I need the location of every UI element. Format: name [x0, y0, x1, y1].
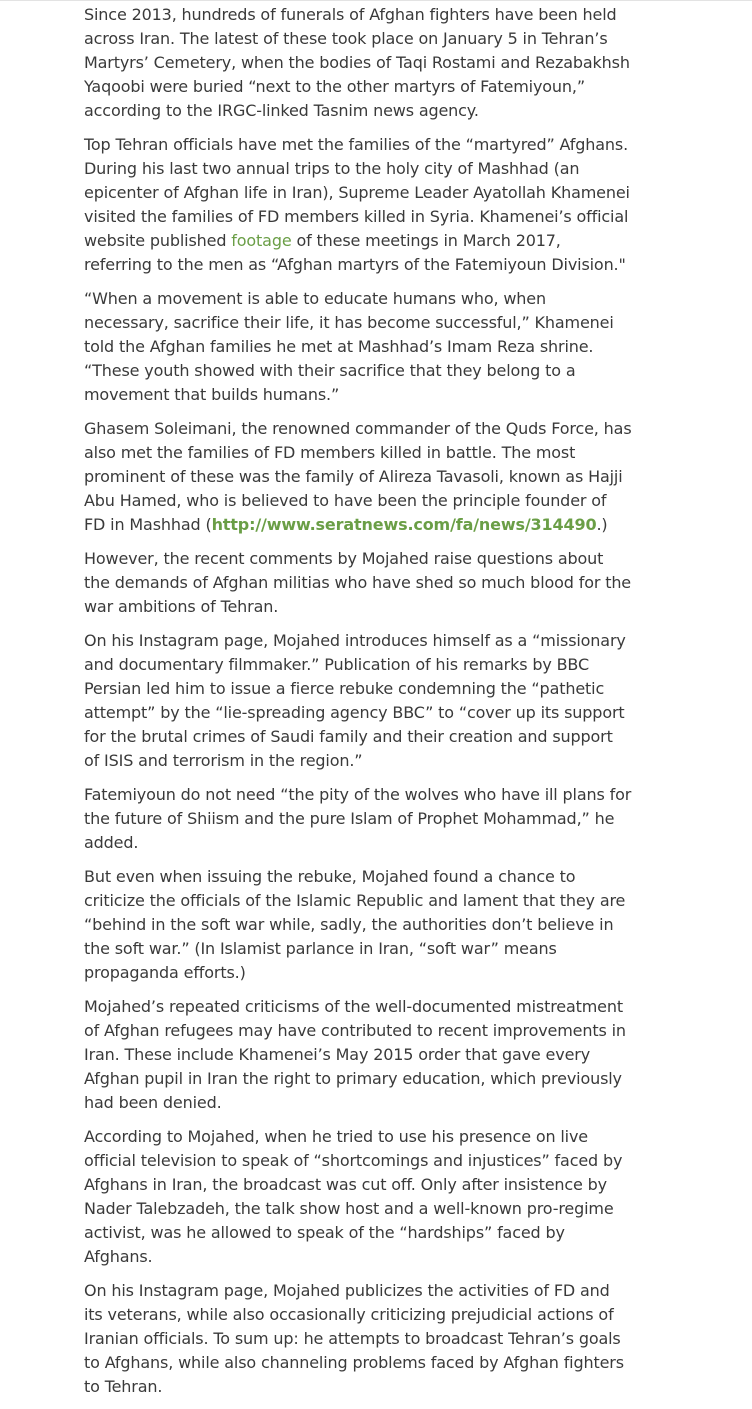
- paragraph-soft-war: But even when issuing the rebuke, Mojahed found a chance to criticize the officials of the Islamic Republic and lament that they are “behind in the soft war while, sadly, the authorities don’t believe in the soft war.” (In Islamist parlance in Iran, “soft war” means propaganda efforts.): [84, 867, 626, 982]
- paragraph-text-after-link: .): [596, 515, 608, 534]
- paragraph-khamenei-quote: “When a movement is able to educate humans who, when necessary, sacrifice their life, it has become successful,” Khamenei told the Afghan families he met at Mashhad’s Imam Reza shrine. “These youth showed with their sacrifice that they belong to a movement that builds humans.”: [84, 289, 614, 404]
- paragraph-broadcast-cut: According to Mojahed, when he tried to use his presence on live official television to speak of “shortcomings and injustices” faced by Afghans in Iran, the broadcast was cut off. Only after insistence by Nader Talebzadeh, the talk show host and a well-known pro-regime activist, was he allowed to speak of the “hardships” faced by Afghans.: [84, 1127, 623, 1266]
- paragraph-soleimani: [84, 417, 632, 537]
- paragraph-text-before-link: Top Tehran officials have met the families of the “martyred” Afghans. During his last two annual trips to the holy city of Mashhad (an epicenter of Afghan life in Iran), Supreme Leader Ayatollah Khamenei visited the families of FD members killed in Syria. Khamenei’s official website published: [84, 135, 630, 250]
- paragraph-summary: On his Instagram page, Mojahed publicizes the activities of FD and its veterans, while also occasionally criticizing prejudicial actions of Iranian officials. To sum up: he attempts to broadcast Tehran’s goals to Afghans, while also channeling problems faced by Afghan fighters to Tehran.: [84, 1281, 624, 1396]
- article-body: [84, 3, 632, 1409]
- paragraph-officials-visits: [84, 133, 632, 277]
- paragraph-instagram-rebuke: On his Instagram page, Mojahed introduces himself as a “missionary and documentary filmmaker.” Publication of his remarks by BBC Persian led him to issue a fierce rebuke condemning the “pathetic attempt” by the “lie-spreading agency BBC” to “cover up its support for the brutal crimes of Saudi family and their creation and support of ISIS and terrorism in the region.”: [84, 631, 626, 770]
- paragraph-text-before-link: Ghasem Soleimani, the renowned commander of the Quds Force, has also met the families of FD members killed in battle. The most prominent of these was the family of Alireza Tavasoli, known as Hajji Abu Hamed, who is believed to have been the principle founder of FD in Mashhad (: [84, 419, 632, 534]
- paragraph-demands: However, the recent comments by Mojahed raise questions about the demands of Afghan militias who have shed so much blood for the war ambitions of Tehran.: [84, 549, 631, 616]
- paragraph-funerals: Since 2013, hundreds of funerals of Afghan fighters have been held across Iran. The latest of these took place on January 5 in Tehran’s Martyrs’ Cemetery, when the bodies of Taqi Rostami and Rezabakhsh Yaqoobi were buried “next to the other martyrs of Fatemiyoun,” according to the IRGC-linked Tasnim news agency.: [84, 5, 630, 120]
- paragraph-text-after-link: of these meetings in March 2017, referring to the men as “Afghan martyrs of the Fatemiyoun Division.": [84, 231, 626, 274]
- paragraph-wolves-quote: Fatemiyoun do not need “the pity of the wolves who have ill plans for the future of Shiism and the pure Islam of Prophet Mohammad,” he added.: [84, 785, 632, 852]
- paragraph-refugees: Mojahed’s repeated criticisms of the well-documented mistreatment of Afghan refugees may have contributed to recent improvements in Iran. These include Khamenei’s May 2015 order that gave every Afghan pupil in Iran the right to primary education, which previously had been denied.: [84, 997, 626, 1112]
- seratnews-link[interactable]: http://www.seratnews.com/fa/news/314490: [211, 515, 597, 534]
- top-divider: [0, 0, 752, 1]
- footage-link[interactable]: footage: [231, 231, 292, 250]
